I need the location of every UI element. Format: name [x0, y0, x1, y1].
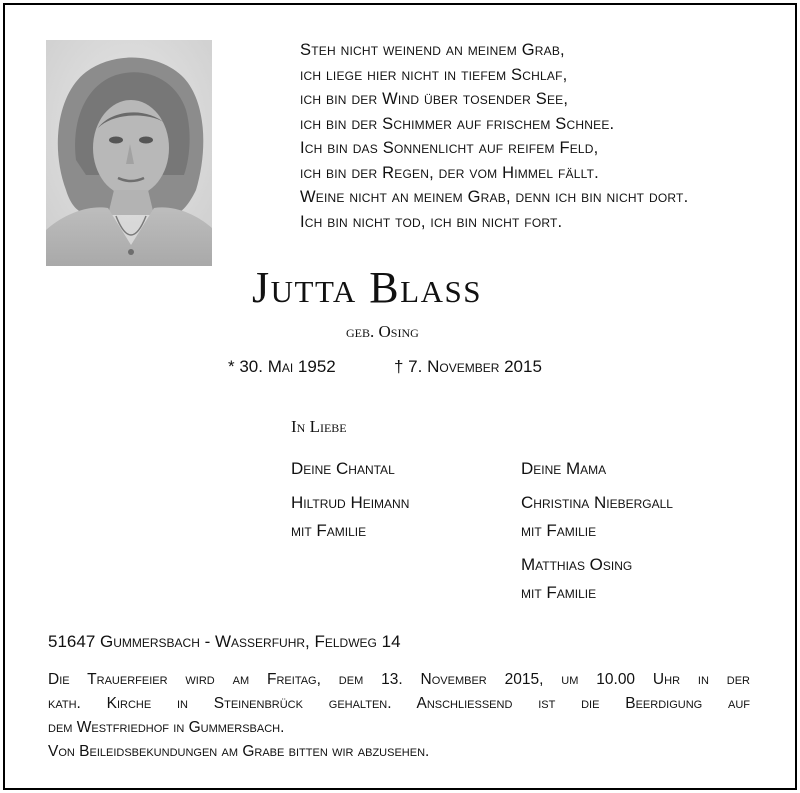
poem-line: Ich bin das Sonnenlicht auf reifem Feld, [300, 139, 599, 157]
mourner-name: Hiltrud Heimann [291, 493, 410, 512]
notice-line: dem Westfriedhof in Gummersbach. [48, 719, 285, 736]
deceased-name: Jutta Blass [252, 263, 482, 312]
poem-line: Ich bin nicht tod, ich bin nicht fort. [300, 212, 563, 231]
poem-line: ich liege hier nicht in tiefem Schlaf, [300, 65, 568, 84]
birth-date: * 30. Mai 1952 [228, 357, 336, 376]
poem-line: ich bin der Schimmer auf frischem Schnee. [300, 114, 615, 133]
portrait-image [46, 40, 212, 266]
portrait-photo [46, 40, 212, 266]
address: 51647 Gummersbach - Wasserfuhr, Feldweg 14 [48, 632, 401, 651]
mourner-sub: mit Familie [521, 583, 597, 602]
mourner-name: Deine Mama [521, 459, 607, 478]
poem-line: Steh nicht weinend an meinem Grab, [300, 41, 565, 59]
mourners-left-column [291, 455, 409, 545]
mourner-name: Deine Chantal [291, 459, 395, 478]
notice-line: Die Trauerfeier wird am Freitag, dem 13. November 2015, um 10.00 Uhr in der [48, 671, 750, 688]
mourner-name: Matthias Osing [521, 555, 633, 574]
poem-line: ich bin der Regen, der vom Himmel fällt. [300, 163, 599, 182]
poem [300, 38, 780, 234]
death-date: † 7. November 2015 [394, 357, 542, 376]
poem-line: Weine nicht an meinem Grab, denn ich bin nicht dort. [300, 188, 689, 206]
mourner-sub: mit Familie [521, 521, 597, 540]
mourners-intro: In Liebe [291, 417, 347, 436]
mourners-right-column [521, 455, 673, 607]
poem-line: ich bin der Wind über tosender See, [300, 90, 569, 108]
notice-line: kath. Kirche in Steinenbrück gehalten. Anschliessend ist die Beerdigung auf [48, 695, 750, 712]
mourner-name: Christina Niebergall [521, 493, 673, 512]
notice-line: Von Beileidsbekundungen am Grabe bitten wir abzusehen. [48, 743, 430, 760]
birth-name: geb. Osing [346, 322, 419, 341]
mourner-sub: mit Familie [291, 521, 367, 540]
funeral-notice [48, 668, 750, 764]
